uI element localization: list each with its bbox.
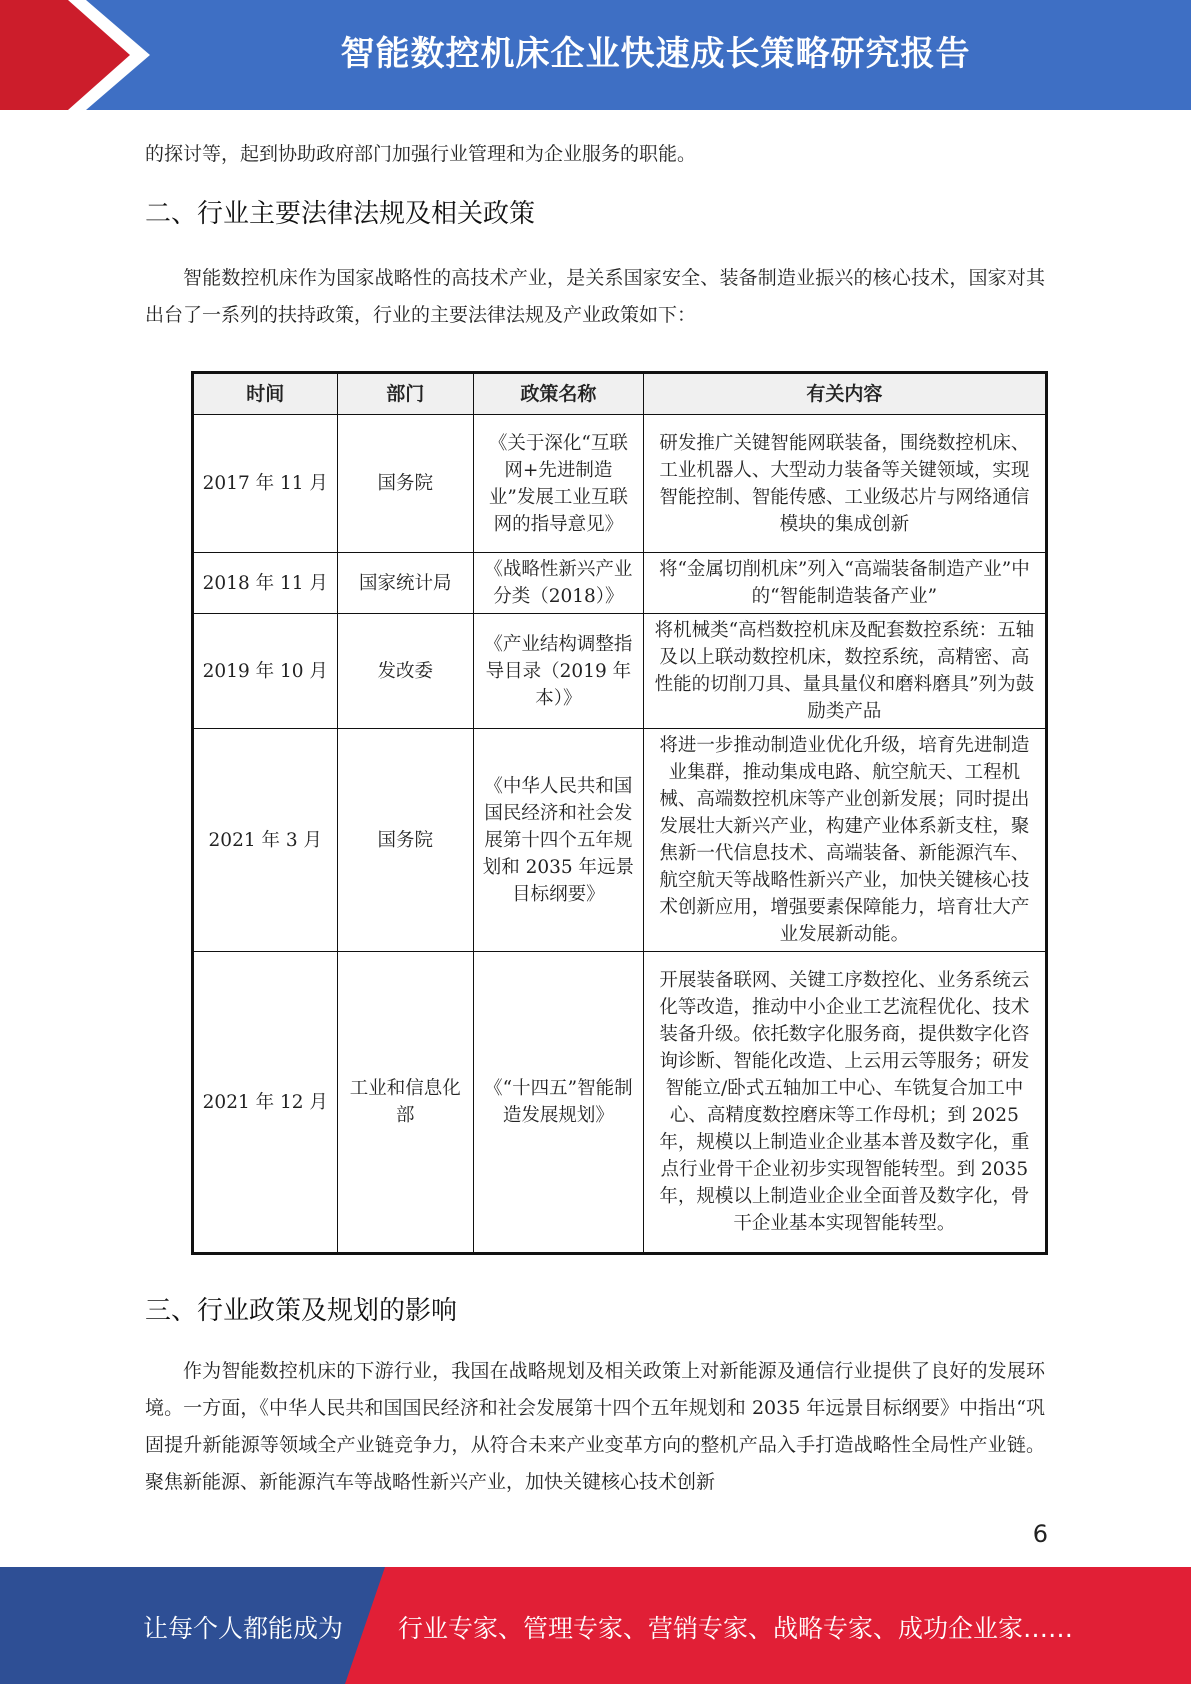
header-dept: 部门 (337, 373, 473, 415)
section2-heading: 二、行业主要法律法规及相关政策 (145, 199, 536, 229)
header-content: 有关内容 (643, 373, 1046, 415)
footer-slogan-left: 让每个人都能成为 (143, 1614, 344, 1643)
table-row (193, 614, 1047, 729)
section2-paragraph: 智能数控机床作为国家战略性的高技术产业，是关系国家安全、装备制造业振兴的核心技术，国家对其出台了一系列的扶持政策，行业的主要法律法规及产业政策如下： (145, 267, 1045, 326)
cell-policy-name: 《中华人民共和国国民经济和社会发展第十四个五年规划和 2035 年远景目标纲要》 (474, 729, 644, 952)
cell-time: 2021 年 3 月 (193, 729, 338, 952)
cell-dept: 工业和信息化部 (337, 952, 473, 1254)
table-row (193, 729, 1047, 952)
report-title: 智能数控机床企业快速成长策略研究报告 (340, 34, 971, 74)
header-arrow-decoration (0, 0, 170, 110)
footer-slogan-right: 行业专家、管理专家、营销专家、战略专家、成功企业家…… (398, 1614, 1074, 1643)
footer-banner (0, 1567, 1191, 1684)
header-policy-name: 政策名称 (474, 373, 644, 415)
table-header-row (193, 373, 1047, 415)
table-row (193, 415, 1047, 553)
cell-time: 2021 年 12 月 (193, 952, 338, 1254)
cell-content: 将“金属切削机床”列入“高端装备制造产业”中的“智能制造装备产业” (643, 553, 1046, 614)
header-banner (0, 0, 1191, 110)
policy-table (191, 371, 1048, 1255)
cell-time: 2018 年 11 月 (193, 553, 338, 614)
cell-dept: 国务院 (337, 415, 473, 553)
cell-content: 开展装备联网、关键工序数控化、业务系统云化等改造，推动中小企业工艺流程优化、技术装备升级。依托数字化服务商，提供数字化咨询诊断、智能化改造、上云用云等服务；研发智能立/卧式五轴加工中心、车铣复合加工中心、高精度数控磨床等工作母机；到 2025 年，规模以上制造业企业基本普及数字化，重点行业骨干企业初步实现智能转型。到 2035 年，规模以上制造业企业全面普及数字化，骨干企业基本实现智能转型。 (643, 952, 1046, 1254)
section3-heading: 三、行业政策及规划的影响 (145, 1296, 458, 1326)
cell-time: 2017 年 11 月 (193, 415, 338, 553)
cell-dept: 国家统计局 (337, 553, 473, 614)
cell-dept: 国务院 (337, 729, 473, 952)
section3-paragraph: 作为智能数控机床的下游行业，我国在战略规划及相关政策上对新能源及通信行业提供了良好的发展环境。一方面，《中华人民共和国国民经济和社会发展第十四个五年规划和 2035 年远景目标纲要》中指出“巩固提升新能源等领域全产业链竞争力，从符合未来产业变革方向的整机产品入手打造战略性全局性产业链。聚焦新能源、新能源汽车等战略性新兴产业，加快关键核心技术创新 (145, 1360, 1045, 1493)
table-row (193, 553, 1047, 614)
intro-text: 的探讨等，起到协助政府部门加强行业管理和为企业服务的职能。 (145, 143, 697, 165)
cell-policy-name: 《产业结构调整指导目录（2019 年本）》 (474, 614, 644, 729)
cell-policy-name: 《关于深化“互联网+先进制造业”发展工业互联网的指导意见》 (474, 415, 644, 553)
cell-dept: 发改委 (337, 614, 473, 729)
cell-policy-name: 《“十四五”智能制造发展规划》 (474, 952, 644, 1254)
page-number: 6 (1032, 1520, 1048, 1548)
cell-content: 将机械类“高档数控机床及配套数控系统：五轴及以上联动数控机床，数控系统，高精密、高性能的切削刀具、量具量仪和磨料磨具”列为鼓励类产品 (643, 614, 1046, 729)
table-row (193, 952, 1047, 1254)
cell-time: 2019 年 10 月 (193, 614, 338, 729)
header-time: 时间 (193, 373, 338, 415)
cell-content: 研发推广关键智能网联装备，围绕数控机床、工业机器人、大型动力装备等关键领域，实现智能控制、智能传感、工业级芯片与网络通信模块的集成创新 (643, 415, 1046, 553)
cell-content: 将进一步推动制造业优化升级，培育先进制造业集群，推动集成电路、航空航天、工程机械、高端数控机床等产业创新发展；同时提出发展壮大新兴产业，构建产业体系新支柱，聚焦新一代信息技术、高端装备、新能源汽车、航空航天等战略性新兴产业，加快关键核心技术创新应用，增强要素保障能力，培育壮大产业发展新动能。 (643, 729, 1046, 952)
cell-policy-name: 《战略性新兴产业分类（2018）》 (474, 553, 644, 614)
